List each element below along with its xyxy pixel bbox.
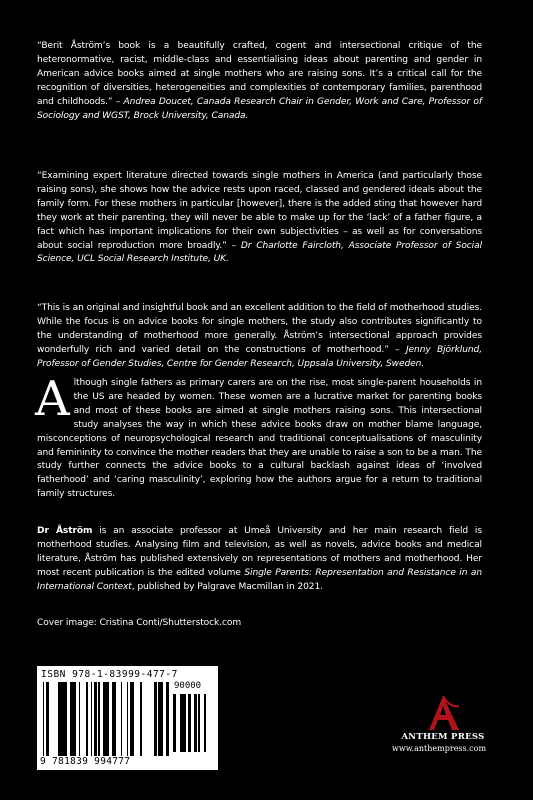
endorsement-1	[37, 40, 482, 123]
endorsement-quote: “Berit Åström’s book is a beautifully crafted, cogent and intersectional critique of the heteronormative, racist, middle-class and essentialising ideas about parenting and gender in American advice books aimed at single mothers who are raising sons. It’s a critical call for the recognition of diversities, heterogeneities and complexities of contemporary families, parenthood and childhoods.”	[37, 41, 482, 107]
barcode-bar	[127, 682, 128, 756]
barcode-bar	[74, 682, 76, 756]
publisher-url: www.anthempress.com	[392, 744, 487, 753]
barcode-bar	[103, 682, 104, 756]
price-barcode-bars	[173, 694, 213, 752]
endorsement-3	[37, 302, 482, 372]
barcode-bar	[86, 682, 88, 756]
book-blurb	[35, 371, 482, 502]
barcode-bar	[46, 682, 49, 756]
cover-credit-text: Cover image: Cristina Conti/Shutterstock.com	[37, 618, 242, 628]
barcode-bar	[188, 694, 191, 752]
barcode-bar	[61, 682, 62, 756]
barcode-bar	[198, 694, 200, 752]
barcode-bar	[133, 682, 134, 756]
barcode-bar	[79, 682, 80, 756]
barcode-bar	[104, 682, 106, 756]
barcode-bar	[166, 682, 169, 756]
ean-digits: 9 781839 994777	[40, 756, 131, 767]
barcode-bar	[194, 694, 197, 752]
drop-cap: A	[35, 371, 70, 427]
barcode-bar	[121, 682, 122, 756]
barcode-bar	[130, 682, 133, 756]
isbn-barcode	[37, 666, 218, 770]
barcode-bar	[154, 682, 157, 756]
barcode-bar	[158, 682, 160, 756]
price-code: 90000	[174, 681, 202, 691]
barcode-bar	[64, 682, 67, 756]
barcode-bar	[73, 682, 74, 756]
barcode-bar	[204, 694, 206, 752]
barcode-bars	[43, 682, 169, 756]
barcode-bar	[70, 682, 73, 756]
cover-credit	[37, 617, 482, 631]
isbn-label: ISBN 978-1-83999-477-7	[41, 669, 178, 680]
publisher-logo	[388, 694, 498, 774]
barcode-bar	[174, 694, 176, 752]
endorsement-quote: “Examining expert literature directed towards single mothers in America (and particularly those raising sons), she shows how the advice rests upon raced, classed and gendered ideals about the family form. For these mothers in particular [however], there is the added sting that however hard they work at their parenting, they will never be able to make up for the ‘lack’ of a father figure, a fact which has important implications for their own subjectivities – as well as for conversations about social reproduction more broadly.”	[37, 171, 482, 251]
barcode-bar	[43, 682, 44, 756]
bio-text: is an associate professor at Umeå University and her main research field is motherhood studies. Analysing film and television, as well as novels, advice books and medical literature, Åström has published extensively on representations of mothers and motherhood. Her most recent publication is the edited volume	[37, 526, 482, 578]
bio-text-end: , published by Palgrave Macmillan in 2021.	[131, 581, 323, 592]
barcode-bar	[180, 694, 182, 752]
barcode-bar	[173, 694, 174, 752]
barcode-bar	[58, 682, 61, 756]
author-bio	[37, 525, 482, 595]
anthem-a-icon	[423, 694, 463, 732]
blurb-text: lthough single fathers as primary carers are on the rise, most single-parent households in the US are headed by women. These women are a lucrative market for parenting books and most of these books are aimed at single mothers raising sons. This intersectional study analyses the way in which these advice books draw on mother blame language, misconceptions of neuropsychological research and traditional conceptualisations of masculinity and femininity to convince the mother readers that they are unable to raise a son to be a man. The study further connects the advice books to a cultural backlash against ideas of ‘involved fatherhood’ and ‘caring masculinity’, exploring how the authors argue for a return to traditional family structures.	[37, 378, 482, 500]
barcode-bar	[98, 682, 100, 756]
barcode-bar	[140, 682, 142, 756]
publisher-name: ANTHEM PRESS	[401, 732, 485, 742]
barcode-bar	[182, 694, 185, 752]
author-name: Dr Åström	[37, 526, 93, 536]
barcode-bar	[160, 682, 163, 756]
barcode-bar	[185, 694, 186, 752]
endorsement-attribution: – Andrea Doucet, Canada Research Chair in Gender, Work and Care, Professor of Sociology and WGST, Brock University, Canada.	[37, 96, 482, 121]
barcode-bar	[91, 682, 92, 756]
barcode-bar	[94, 682, 97, 756]
endorsement-attribution: – Dr Charlotte Faircloth, Associate Professor of Social Science, UCL Social Research Institute, UK.	[37, 240, 483, 265]
endorsement-quote: “This is an original and insightful book and an excellent addition to the field of motherhood studies. While the focus is on advice books for single mothers, the study also contributes significantly to the understanding of motherhood more generally. Åström’s intersectional approach provides wonderfully rich and varied detail on the constructions of motherhood.”	[37, 303, 482, 355]
endorsement-attribution: – Jenny Björklund, Professor of Gender Studies, Centre for Gender Research, Uppsala University, Sweden.	[37, 344, 483, 369]
barcode-bar	[106, 682, 109, 756]
barcode-bar	[115, 682, 116, 756]
barcode-bar	[62, 682, 64, 756]
barcode-bar	[112, 682, 115, 756]
endorsement-2	[37, 170, 482, 267]
bio-book-title: Single Parents: Representation and Resistance in an International Context	[37, 567, 482, 592]
